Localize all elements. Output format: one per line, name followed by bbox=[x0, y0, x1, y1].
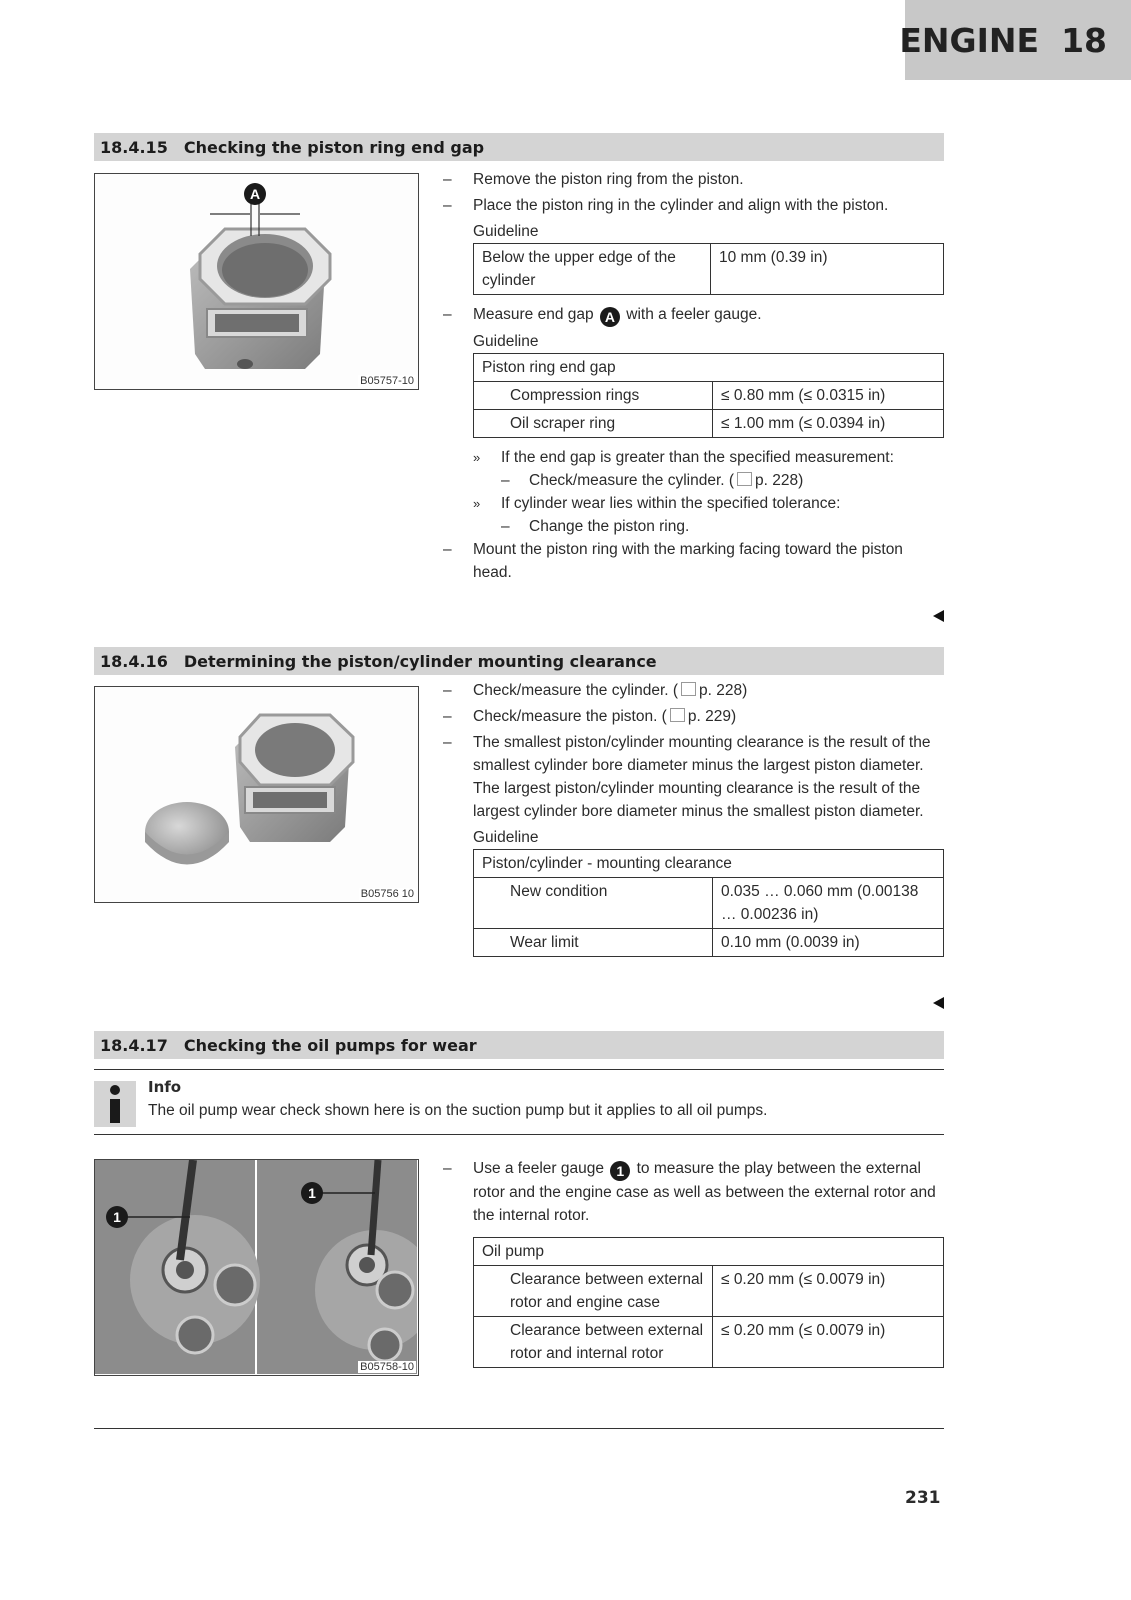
info-icon bbox=[94, 1081, 136, 1127]
footer-divider bbox=[94, 1428, 944, 1429]
mounting-clearance-table bbox=[473, 849, 944, 957]
page-reference-icon bbox=[670, 708, 685, 722]
table-row bbox=[474, 1238, 944, 1266]
page-ref: p. 229) bbox=[687, 708, 737, 725]
result-condition: » If cylinder wear lies within the specified tolerance: bbox=[443, 492, 943, 515]
section-heading-18-4-15 bbox=[94, 133, 944, 161]
step-measure-gap bbox=[443, 303, 943, 327]
photo-id: B05757-10 bbox=[360, 375, 414, 387]
chapter-tab bbox=[899, 0, 1131, 80]
guideline-label: Guideline bbox=[473, 829, 539, 846]
table-cell-label: Below the upper edge of the cylinder bbox=[474, 244, 711, 295]
oil-pump-illustration bbox=[95, 1160, 417, 1374]
info-box bbox=[94, 1069, 944, 1135]
step-check-cylinder[interactable] bbox=[443, 679, 943, 702]
section-17-content bbox=[443, 1157, 943, 1368]
page-reference-icon bbox=[737, 472, 752, 486]
table-cell-value: 0.10 mm (0.0039 in) bbox=[713, 929, 944, 957]
cylinder-piston-photo bbox=[94, 686, 419, 903]
table-cell-value: ≤ 0.20 mm (≤ 0.0079 in) bbox=[713, 1317, 944, 1368]
substep-check-cylinder[interactable] bbox=[443, 469, 943, 492]
step-text-post: with a feeler gauge. bbox=[626, 306, 762, 323]
section-15-content bbox=[443, 168, 943, 587]
end-of-section-icon bbox=[933, 997, 944, 1009]
step-clearance-explanation: – The smallest piston/cylinder mounting clearance is the result of the smallest cylinder bore diameter minus the largest piston diameter. The largest piston/cylinder mounting clearance is the result of the largest cylinder bore diameter minus the smallest piston diameter. bbox=[443, 731, 943, 823]
table-cell-value: ≤ 1.00 mm (≤ 0.0394 in) bbox=[713, 410, 944, 438]
section-16-content bbox=[443, 679, 943, 957]
table-cell-value: ≤ 0.20 mm (≤ 0.0079 in) bbox=[713, 1266, 944, 1317]
oil-pump-photo bbox=[94, 1159, 419, 1376]
section-number: 18.4.16 bbox=[100, 651, 168, 671]
info-text: The oil pump wear check shown here is on the suction pump but it applies to all oil pumps. bbox=[148, 1102, 768, 1119]
info-title: Info bbox=[148, 1078, 182, 1096]
table-row bbox=[474, 850, 944, 878]
table-row bbox=[474, 1317, 944, 1368]
photo-callout-a: A bbox=[249, 186, 261, 202]
end-of-section-icon bbox=[933, 610, 944, 622]
oil-pump-table bbox=[473, 1237, 944, 1368]
page-reference-icon bbox=[681, 682, 696, 696]
table-row bbox=[474, 1266, 944, 1317]
step-text-pre: Use a feeler gauge bbox=[473, 1160, 604, 1177]
table-cell-label: Clearance between external rotor and engine case bbox=[474, 1266, 713, 1317]
table-row bbox=[474, 410, 944, 438]
callout-a-icon: A bbox=[600, 307, 620, 327]
photo-callout-1-left: 1 bbox=[113, 1209, 121, 1225]
page-number: 231 bbox=[905, 1488, 941, 1508]
table-row bbox=[474, 382, 944, 410]
table-cell-value: ≤ 0.80 mm (≤ 0.0315 in) bbox=[713, 382, 944, 410]
section-number: 18.4.15 bbox=[100, 137, 168, 157]
table-header: Piston/cylinder - mounting clearance bbox=[474, 850, 944, 878]
step-mount-ring: – Mount the piston ring with the marking facing toward the piston head. bbox=[443, 538, 943, 584]
page-ref: p. 228) bbox=[699, 682, 748, 699]
table-cell-label: New condition bbox=[474, 878, 713, 929]
table-row bbox=[474, 929, 944, 957]
table-cell-label: Clearance between external rotor and internal rotor bbox=[474, 1317, 713, 1368]
guideline-label: Guideline bbox=[473, 223, 539, 240]
table-cell-value: 10 mm (0.39 in) bbox=[711, 244, 944, 295]
chapter-number: 18 bbox=[1061, 20, 1107, 60]
table-cell-label: Oil scraper ring bbox=[474, 410, 713, 438]
photo-id: B05756 10 bbox=[360, 888, 414, 900]
table-cell-label: Compression rings bbox=[474, 382, 713, 410]
step-text-pre: Measure end gap bbox=[473, 306, 594, 323]
chapter-title: ENGINE bbox=[899, 20, 1040, 60]
table-header: Oil pump bbox=[474, 1238, 944, 1266]
end-gap-table bbox=[473, 353, 944, 438]
section-title: Determining the piston/cylinder mounting clearance bbox=[183, 651, 657, 671]
upper-edge-table bbox=[473, 243, 944, 295]
step-text: Check/measure the cylinder. ( bbox=[473, 682, 679, 699]
step-text: Check/measure the piston. ( bbox=[473, 708, 667, 725]
cylinder-piston-illustration bbox=[95, 687, 417, 901]
step-remove-ring: – Remove the piston ring from the piston. bbox=[443, 168, 943, 191]
table-cell-value: 0.035 … 0.060 mm (0.00138 … 0.00236 in) bbox=[713, 878, 944, 929]
cylinder-photo bbox=[94, 173, 419, 390]
photo-id: B05758-10 bbox=[360, 1361, 414, 1373]
table-header: Piston ring end gap bbox=[474, 354, 944, 382]
table-row bbox=[474, 878, 944, 929]
section-title: Checking the oil pumps for wear bbox=[183, 1035, 477, 1055]
cylinder-illustration bbox=[95, 174, 417, 388]
callout-1-icon: 1 bbox=[610, 1161, 630, 1181]
table-cell-label: Wear limit bbox=[474, 929, 713, 957]
table-row bbox=[474, 244, 944, 295]
section-number: 18.4.17 bbox=[100, 1035, 168, 1055]
photo-callout-1-right: 1 bbox=[308, 1185, 316, 1201]
substep-text: Check/measure the cylinder. ( bbox=[529, 472, 735, 489]
step-text-post: to measure the play between the external rotor and the engine case as well as between the external rotor and the internal rotor. bbox=[473, 1160, 936, 1224]
guideline-label: Guideline bbox=[473, 333, 539, 350]
section-heading-18-4-17 bbox=[94, 1031, 944, 1059]
step-check-piston[interactable] bbox=[443, 705, 943, 728]
section-title: Checking the piston ring end gap bbox=[183, 137, 485, 157]
step-feeler-gauge bbox=[443, 1157, 943, 1227]
substep-change-ring: – Change the piston ring. bbox=[443, 515, 943, 538]
section-heading-18-4-16 bbox=[94, 647, 944, 675]
step-place-ring: – Place the piston ring in the cylinder and align with the piston. bbox=[443, 194, 943, 217]
result-condition: » If the end gap is greater than the specified measurement: bbox=[443, 446, 943, 469]
page-ref: p. 228) bbox=[755, 472, 804, 489]
table-row bbox=[474, 354, 944, 382]
